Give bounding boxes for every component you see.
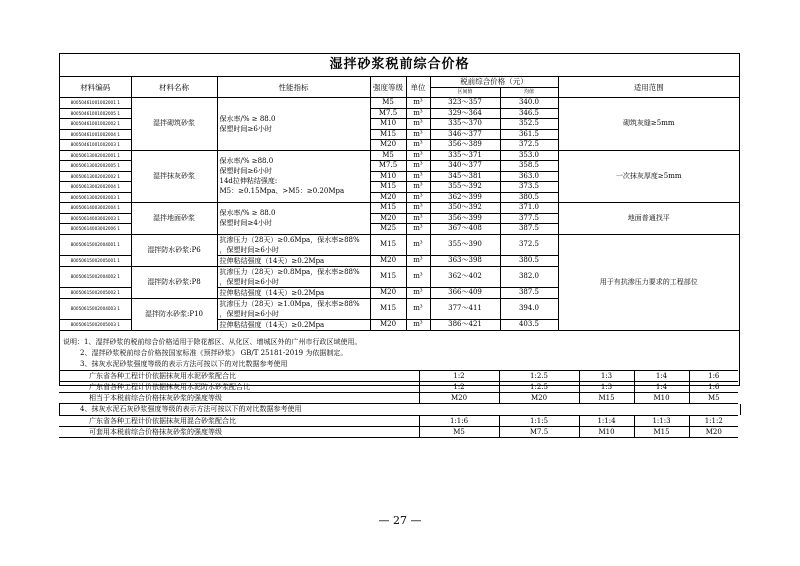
material-name: 湿拌砌筑砂浆 [131, 98, 217, 151]
material-code: 80050461001002004 1 [60, 129, 131, 140]
price-average: 382.0 [500, 266, 558, 287]
price-average: 373.5 [500, 182, 558, 193]
material-name: 湿拌防水砂浆:P10 [131, 298, 217, 330]
note-1: 说明：1、湿拌砂浆的税前综合价格适用于除花都区、从化区、增城区外的广州市行政区域使用。 [63, 338, 362, 346]
page-number: — 27 — [378, 514, 422, 527]
price-average: 363.0 [500, 171, 558, 182]
reference-label: 广东省各种工程计价依据抹灰用混合砂浆配合比 [59, 416, 419, 427]
price-range: 335～370 [430, 119, 500, 130]
header-unit: 单位 [406, 77, 430, 98]
header-avg: 均值 [500, 87, 558, 98]
price-average: 353.0 [500, 150, 558, 161]
unit: m³ [406, 266, 430, 287]
price-range: 340～377 [430, 161, 500, 172]
performance-spec [217, 98, 370, 151]
material-name: 湿拌地面砂浆 [131, 203, 217, 235]
reference-row [59, 371, 738, 382]
unit: m³ [406, 129, 430, 140]
performance-line [217, 266, 370, 287]
reference-label: 广东省各种工程计价依据抹灰用水泥防水砂浆配合比 [59, 382, 419, 393]
header-code: 材料编码 [60, 77, 131, 98]
material-code: 80050613002002001 1 [60, 150, 131, 161]
unit: m³ [406, 287, 430, 298]
performance-line [217, 319, 370, 330]
application-scope: 用于有抗渗压力要求的工程部位 [558, 234, 739, 330]
performance-line: 保水率/% ≥88.0 [219, 157, 274, 166]
strength-grade: M20 [370, 140, 406, 151]
performance-text: 拉伸粘结强度（14天）≥0.2Mpa [219, 288, 325, 297]
performance-text: 拉伸粘结强度（14天）≥0.2Mpa [219, 256, 325, 265]
strength-grade: M10 [370, 171, 406, 182]
price-average: 377.5 [500, 213, 558, 224]
strength-grade: M15 [370, 298, 406, 319]
unit: m³ [406, 150, 430, 161]
table-title: 湿拌砂浆税前综合价格 [60, 54, 739, 77]
strength-grade: M5 [370, 98, 406, 109]
material-code: 80050615002005002 1 [60, 287, 131, 298]
unit: m³ [406, 234, 430, 255]
reference-row [59, 393, 738, 404]
unit: m³ [406, 119, 430, 130]
price-table [60, 77, 739, 331]
unit: m³ [406, 203, 430, 214]
application-scope: 砌筑灰缝≥5mm [558, 98, 739, 151]
price-range: 350～392 [430, 203, 500, 214]
strength-grade: M20 [370, 255, 406, 266]
performance-text: 抗渗压力（28天）≥1.0Mpa，保水率≥88% [219, 299, 360, 308]
material-code: 80050613002002002 1 [60, 171, 131, 182]
performance-line [217, 255, 370, 266]
material-code: 80050613002002005 1 [60, 161, 131, 172]
performance-line: M5：≥0.15Mpa、>M5：≥0.20Mpa [219, 187, 345, 196]
reference-value: 1:6 [689, 371, 738, 382]
reference-value: 1:4 [634, 382, 689, 393]
reference-table-2 [59, 415, 738, 438]
material-code: 80050615002005003 1 [60, 319, 131, 330]
strength-grade: M20 [370, 213, 406, 224]
price-table-frame [59, 53, 740, 386]
performance-text: 抗渗压力（28天）≥0.8Mpa，保水率≥88% [219, 267, 360, 276]
price-range: 346～377 [430, 129, 500, 140]
reference-value: 1:2 [419, 382, 499, 393]
price-average: 372.5 [500, 234, 558, 255]
reference-label: 可套用本税前综合价格抹灰砂浆的强度等级 [59, 427, 419, 438]
unit: m³ [406, 192, 430, 203]
performance-line: 保水率/% ≥ 88.0 [219, 114, 276, 123]
performance-line [217, 287, 370, 298]
reference-value: 1:1:3 [634, 416, 689, 427]
price-average: 387.5 [500, 287, 558, 298]
price-range: 362～399 [430, 192, 500, 203]
table-row [60, 150, 739, 161]
header-name: 材料名称 [131, 77, 217, 98]
price-range: 345～381 [430, 171, 500, 182]
reference-row [59, 382, 738, 393]
price-range: 355～390 [430, 234, 500, 255]
material-code: 80050615002004002 1 [60, 266, 131, 287]
unit: m³ [406, 319, 430, 330]
reference-row [59, 427, 738, 438]
price-range: 362～402 [430, 266, 500, 287]
reference-table-1 [59, 370, 738, 404]
reference-value: M10 [579, 427, 634, 438]
price-range: 356～399 [430, 213, 500, 224]
material-name: 湿拌防水砂浆:P6 [131, 234, 217, 266]
notes-section [60, 337, 739, 370]
reference-value: 1:4 [634, 371, 689, 382]
reference-value: 1:1:4 [579, 416, 634, 427]
performance-line: 保塑时间≥6小时 [219, 167, 272, 176]
header-row [60, 77, 739, 87]
strength-grade: M20 [370, 192, 406, 203]
reference-value: 1:2.5 [499, 371, 579, 382]
reference-section [59, 370, 740, 438]
reference-value: 1:2.5 [499, 382, 579, 393]
unit: m³ [406, 140, 430, 151]
header-grade: 强度等级 [370, 77, 406, 98]
reference-value: M5 [689, 393, 738, 404]
material-code: 80050613002002004 1 [60, 182, 131, 193]
reference-value: M5 [419, 427, 499, 438]
reference-value: 1:3 [579, 371, 634, 382]
material-code: 80050461001002001 1 [60, 98, 131, 109]
header-performance: 性能指标 [217, 77, 370, 98]
unit: m³ [406, 98, 430, 109]
strength-grade: M15 [370, 203, 406, 214]
price-average: 403.5 [500, 319, 558, 330]
strength-grade: M10 [370, 119, 406, 130]
price-average: 352.5 [500, 119, 558, 130]
strength-grade: M20 [370, 287, 406, 298]
note-3: 3、抹灰水泥砂浆强度等级的表示方法可按以下的对比数据参考使用 [80, 360, 288, 368]
material-code: 80050461001002002 1 [60, 119, 131, 130]
price-range: 329～364 [430, 108, 500, 119]
application-scope: 地面普通找平 [558, 203, 739, 235]
reference-value: M20 [689, 427, 738, 438]
header-price: 税前综合价格（元） [430, 77, 558, 87]
table-row [60, 98, 739, 109]
performance-text: ，保塑时间≥6小时 [219, 245, 279, 254]
reference-value: M20 [419, 393, 499, 404]
material-code: 80050461001002005 1 [60, 108, 131, 119]
reference-row [59, 416, 738, 427]
strength-grade: M5 [370, 150, 406, 161]
strength-grade: M15 [370, 266, 406, 287]
reference-value: 1:1:6 [419, 416, 499, 427]
reference-label: 相当于本税前综合价格抹灰砂浆的强度等级 [59, 393, 419, 404]
reference-value: 1:1:5 [499, 416, 579, 427]
material-code: 80050614003002004 1 [60, 203, 131, 214]
note-4: 4、抹灰水泥石灰砂浆强度等级的表示方法可按以下的对比数据参考使用 [59, 404, 741, 415]
reference-value: M15 [634, 427, 689, 438]
performance-line: 保塑时间≥6小时 [219, 124, 272, 133]
strength-grade: M25 [370, 224, 406, 235]
performance-spec [217, 203, 370, 235]
header-scope: 适用范围 [558, 77, 739, 98]
reference-value: M20 [499, 393, 579, 404]
strength-grade: M7.5 [370, 161, 406, 172]
reference-value: M7.5 [499, 427, 579, 438]
strength-grade: M20 [370, 319, 406, 330]
price-average: 372.5 [500, 140, 558, 151]
price-average: 380.5 [500, 192, 558, 203]
price-average: 387.5 [500, 224, 558, 235]
price-average: 340.0 [500, 98, 558, 109]
strength-grade: M15 [370, 182, 406, 193]
table-row [60, 203, 739, 214]
performance-text: ，保塑时间≥6小时 [219, 309, 279, 318]
strength-grade: M15 [370, 234, 406, 255]
unit: m³ [406, 182, 430, 193]
performance-line [217, 234, 370, 255]
performance-line [217, 298, 370, 319]
table-row [60, 234, 739, 255]
unit: m³ [406, 171, 430, 182]
material-code: 80050615002004001 1 [60, 234, 131, 255]
header-range: 区间值 [430, 87, 500, 98]
material-code: 80050615002005001 1 [60, 255, 131, 266]
strength-grade: M15 [370, 129, 406, 140]
material-code: 80050614003002006 1 [60, 224, 131, 235]
performance-line: 14d拉伸粘结强度: [219, 177, 278, 186]
reference-value: M15 [579, 393, 634, 404]
material-name: 湿拌防水砂浆:P8 [131, 266, 217, 298]
material-code: 80050613002002003 1 [60, 192, 131, 203]
application-scope: 一次抹灰厚度≥5mm [558, 150, 739, 203]
price-range: 323～357 [430, 98, 500, 109]
unit: m³ [406, 161, 430, 172]
price-average: 361.5 [500, 129, 558, 140]
price-range: 356～389 [430, 140, 500, 151]
reference-label: 广东省各种工程计价依据抹灰用水泥砂浆配合比 [59, 371, 419, 382]
performance-text: 抗渗压力（28天）≥0.6Mpa，保水率≥88% [219, 235, 360, 244]
unit: m³ [406, 108, 430, 119]
reference-value: M10 [634, 393, 689, 404]
reference-value: 1:6 [689, 382, 738, 393]
price-range: 363～398 [430, 255, 500, 266]
performance-spec [217, 150, 370, 203]
performance-line: 保水率/% ≥ 88.0 [219, 209, 276, 218]
price-range: 386～421 [430, 319, 500, 330]
performance-text: ，保塑时间≥6小时 [219, 277, 279, 286]
material-code: 80050461001002003 1 [60, 140, 131, 151]
reference-value: 1:3 [579, 382, 634, 393]
reference-value: 1:2 [419, 371, 499, 382]
price-average: 346.5 [500, 108, 558, 119]
unit: m³ [406, 224, 430, 235]
performance-text: 拉伸粘结强度（14天）≥0.2Mpa [219, 320, 325, 329]
price-average: 394.0 [500, 298, 558, 319]
material-name: 湿拌抹灰砂浆 [131, 150, 217, 203]
price-range: 335～371 [430, 150, 500, 161]
material-code: 80050614003002003 1 [60, 213, 131, 224]
unit: m³ [406, 255, 430, 266]
unit: m³ [406, 298, 430, 319]
price-range: 366～409 [430, 287, 500, 298]
note-2: 2、湿拌砂浆税前综合价格按国家标准《预拌砂浆》 GB/T 25181-2019 为依据制定。 [80, 349, 348, 357]
price-average: 358.5 [500, 161, 558, 172]
performance-line: 保塑时间≥4小时 [219, 219, 272, 228]
price-average: 371.0 [500, 203, 558, 214]
unit: m³ [406, 213, 430, 224]
price-range: 377～411 [430, 298, 500, 319]
price-range: 367～408 [430, 224, 500, 235]
price-average: 380.5 [500, 255, 558, 266]
material-code: 80050615002004003 1 [60, 298, 131, 319]
price-range: 355～392 [430, 182, 500, 193]
reference-value: 1:1:2 [689, 416, 738, 427]
strength-grade: M7.5 [370, 108, 406, 119]
